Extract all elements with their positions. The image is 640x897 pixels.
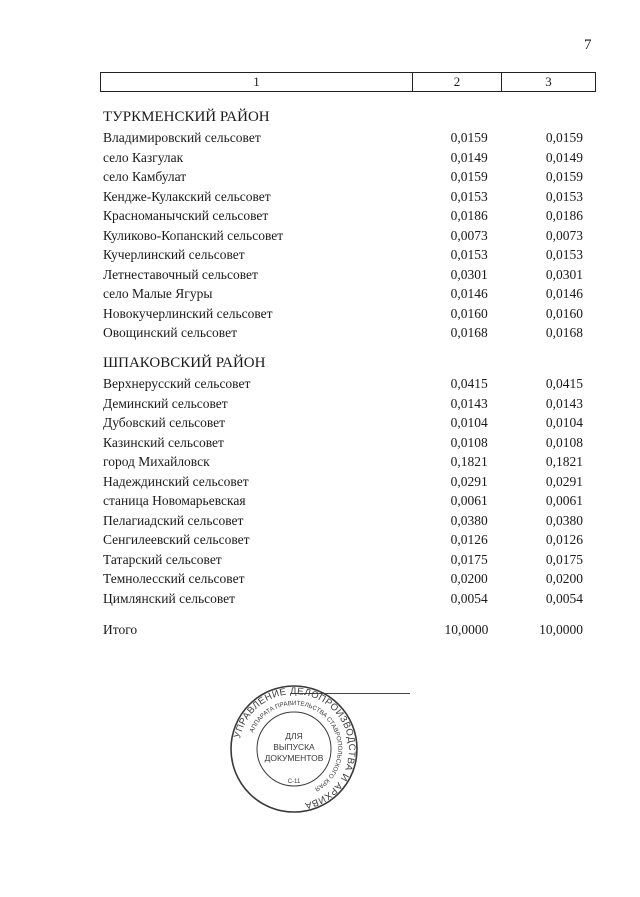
row-value-col2: 0,0146 bbox=[450, 286, 488, 301]
row-value-col3: 0,0146 bbox=[545, 286, 583, 301]
table-row bbox=[103, 167, 583, 187]
section-shpakovsky bbox=[103, 352, 583, 608]
row-name: Летнеставочный сельсовет bbox=[103, 266, 258, 282]
row-value-col3: 0,0153 bbox=[545, 247, 583, 262]
row-value-col2: 0,0073 bbox=[450, 227, 488, 243]
section-title: ШПАКОВСКИЙ РАЙОН bbox=[103, 355, 266, 371]
row-name: Новокучерлинский сельсовет bbox=[103, 305, 273, 321]
row-value-col2: 0,0186 bbox=[450, 208, 488, 223]
row-value-col3: 0,0159 bbox=[545, 130, 583, 145]
row-value-col3: 0,0108 bbox=[545, 434, 583, 450]
table-row bbox=[103, 245, 583, 265]
column-header-2: 2 bbox=[413, 73, 502, 91]
row-value-col2: 0,0200 bbox=[450, 571, 488, 586]
row-value-col2: 0,0108 bbox=[450, 434, 488, 450]
row-value-col3: 0,0149 bbox=[545, 149, 583, 165]
row-value-col2: 0,0291 bbox=[450, 473, 488, 489]
row-value-col3: 0,0186 bbox=[545, 208, 583, 223]
row-value-col2: 0,0126 bbox=[450, 532, 488, 547]
official-stamp bbox=[228, 683, 360, 815]
row-value-col2: 0,0149 bbox=[450, 149, 488, 165]
row-value-col3: 0,1821 bbox=[545, 454, 583, 469]
row-value-col2: 0,0159 bbox=[450, 130, 488, 145]
table-row bbox=[103, 452, 583, 472]
table-row bbox=[103, 394, 583, 414]
row-value-col2: 0,0143 bbox=[450, 395, 488, 411]
table-row bbox=[103, 374, 583, 394]
row-name: село Камбулат bbox=[103, 169, 187, 184]
row-value-col2: 0,0380 bbox=[450, 512, 488, 528]
row-name: станица Новомарьевская bbox=[103, 493, 246, 508]
row-name: Темнолесский сельсовет bbox=[103, 571, 245, 586]
row-value-col2: 0,0159 bbox=[450, 169, 488, 184]
row-value-col3: 0,0153 bbox=[545, 188, 583, 204]
stamp-inner-text: АППАРАТА ПРАВИТЕЛЬСТВА СТАВРОПОЛЬСКОГО КРАЯ bbox=[248, 699, 344, 793]
table-row bbox=[103, 148, 583, 168]
row-name: Казинский сельсовет bbox=[103, 434, 224, 450]
table-row bbox=[103, 206, 583, 226]
table-row bbox=[103, 433, 583, 453]
row-name: Сенгилеевский сельсовет bbox=[103, 532, 250, 547]
row-value-col3: 0,0175 bbox=[545, 551, 583, 567]
row-name: город Михайловск bbox=[103, 454, 210, 469]
column-header-1: 1 bbox=[101, 73, 413, 91]
row-value-col2: 0,0160 bbox=[450, 305, 488, 321]
row-name: Овощинский сельсовет bbox=[103, 325, 237, 340]
row-value-col3: 0,0073 bbox=[545, 227, 583, 243]
row-name: Дубовский сельсовет bbox=[103, 415, 226, 430]
row-name: Красноманычский сельсовет bbox=[103, 208, 269, 223]
table-row bbox=[103, 284, 583, 304]
column-header-row bbox=[100, 72, 596, 92]
row-name: Владимировский сельсовет bbox=[103, 130, 261, 145]
stamp-outer-text: УПРАВЛЕНИЕ ДЕЛОПРОИЗВОДСТВА И АРХИВА bbox=[232, 685, 358, 811]
total-row bbox=[103, 620, 583, 640]
row-name: село Казгулак bbox=[103, 149, 184, 165]
row-value-col2: 0,0061 bbox=[450, 493, 488, 508]
stamp-center-line2: ВЫПУСКА bbox=[273, 742, 315, 752]
row-name: Кучерлинский сельсовет bbox=[103, 247, 245, 262]
table-row bbox=[103, 226, 583, 246]
table-row bbox=[103, 323, 583, 343]
row-value-col2: 0,0415 bbox=[450, 376, 488, 391]
row-value-col3: 0,0054 bbox=[545, 590, 583, 606]
row-value-col2: 0,0153 bbox=[450, 188, 488, 204]
row-name: Пелагиадский сельсовет bbox=[103, 512, 244, 528]
table-row bbox=[103, 472, 583, 492]
row-value-col2: 0,0301 bbox=[450, 266, 488, 282]
stamp-code: С-11 bbox=[287, 779, 301, 785]
section-title: ТУРКМЕНСКИЙ РАЙОН bbox=[103, 109, 270, 125]
row-value-col3: 0,0061 bbox=[545, 493, 583, 508]
table-row bbox=[103, 569, 583, 589]
total-value-col3: 10,0000 bbox=[539, 622, 583, 637]
stamp-center-line3: ДОКУМЕНТОВ bbox=[264, 753, 324, 763]
row-name: Куликово-Копанский сельсовет bbox=[103, 227, 284, 243]
total-value-col2: 10,0000 bbox=[444, 622, 489, 637]
row-name: Цимлянский сельсовет bbox=[103, 590, 236, 606]
row-value-col3: 0,0291 bbox=[545, 473, 583, 489]
row-value-col2: 0,0153 bbox=[450, 247, 488, 262]
table-row bbox=[103, 265, 583, 285]
row-value-col3: 0,0160 bbox=[545, 305, 583, 321]
row-value-col3: 0,0415 bbox=[545, 376, 583, 391]
row-value-col3: 0,0143 bbox=[545, 395, 583, 411]
table-row bbox=[103, 530, 583, 550]
row-value-col3: 0,0200 bbox=[545, 571, 583, 586]
row-value-col3: 0,0159 bbox=[545, 169, 583, 184]
table-row bbox=[103, 128, 583, 148]
table-row bbox=[103, 491, 583, 511]
row-value-col3: 0,0168 bbox=[545, 325, 583, 340]
column-header-3: 3 bbox=[545, 74, 552, 89]
row-name: Кендже-Кулакский сельсовет bbox=[103, 188, 271, 204]
row-value-col3: 0,0380 bbox=[545, 512, 583, 528]
row-value-col2: 0,0175 bbox=[450, 551, 488, 567]
row-name: Татарский сельсовет bbox=[103, 551, 222, 567]
row-value-col2: 0,0104 bbox=[450, 415, 488, 430]
table-row bbox=[103, 589, 583, 609]
row-name: Деминский сельсовет bbox=[103, 395, 228, 411]
row-name: Надеждинский сельсовет bbox=[103, 473, 249, 489]
row-value-col2: 0,0054 bbox=[450, 590, 488, 606]
table-row bbox=[103, 187, 583, 207]
row-value-col3: 0,0126 bbox=[545, 532, 583, 547]
total-label: Итого bbox=[103, 622, 138, 637]
row-value-col2: 0,1821 bbox=[450, 454, 488, 469]
row-value-col3: 0,0301 bbox=[545, 266, 583, 282]
table-row bbox=[103, 413, 583, 433]
table-row bbox=[103, 550, 583, 570]
row-value-col2: 0,0168 bbox=[450, 325, 488, 340]
section-turkmensky bbox=[103, 106, 583, 343]
table-row bbox=[103, 511, 583, 531]
row-value-col3: 0,0104 bbox=[545, 415, 583, 430]
row-name: село Малые Ягуры bbox=[103, 286, 213, 301]
row-name: Верхнерусский сельсовет bbox=[103, 376, 251, 391]
page-number: 7 bbox=[584, 37, 592, 53]
stamp-center-line1: ДЛЯ bbox=[285, 731, 303, 741]
table-row bbox=[103, 304, 583, 324]
